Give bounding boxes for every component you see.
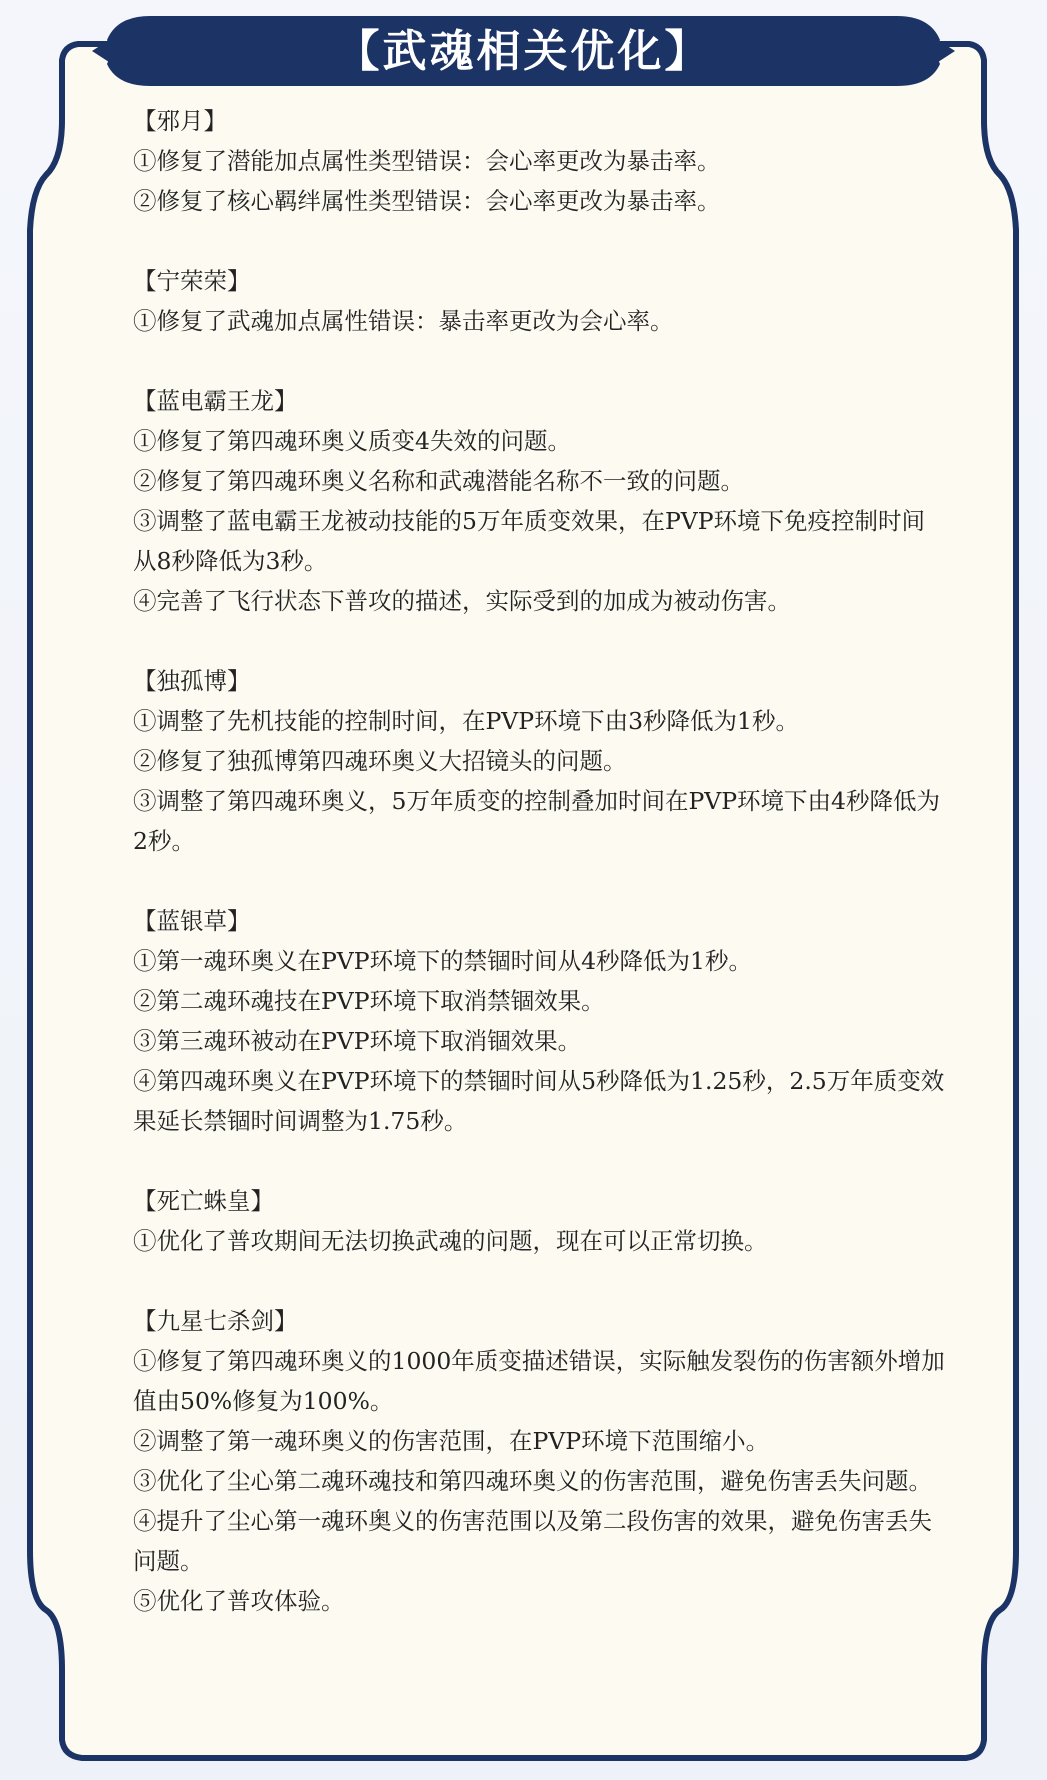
section-ningrongrong bbox=[133, 261, 948, 341]
list-item: ①修复了武魂加点属性错误：暴击率更改为会心率。 bbox=[133, 307, 674, 335]
list-item: ①修复了潜能加点属性类型错误：会心率更改为暴击率。 bbox=[133, 147, 721, 175]
section-title: 【邪月】 bbox=[133, 107, 227, 135]
section-lanyincao bbox=[133, 901, 948, 1141]
section-duguobo bbox=[133, 661, 948, 861]
patch-notes-content bbox=[133, 101, 948, 1661]
list-item: ④完善了飞行状态下普攻的描述，实际受到的加成为被动伤害。 bbox=[133, 587, 791, 615]
list-item: ②调整了第一魂环奥义的伤害范围，在PVP环境下范围缩小。 bbox=[133, 1427, 770, 1455]
section-title: 【蓝电霸王龙】 bbox=[133, 387, 298, 415]
section-xieyue bbox=[133, 101, 948, 221]
page-title: 【武魂相关优化】 bbox=[335, 26, 712, 77]
list-item: ③优化了尘心第二魂环魂技和第四魂环奥义的伤害范围，避免伤害丢失问题。 bbox=[133, 1467, 932, 1495]
list-item: ②修复了核心羁绊属性类型错误：会心率更改为暴击率。 bbox=[133, 187, 721, 215]
section-title: 【九星七杀剑】 bbox=[133, 1307, 298, 1335]
section-title: 【蓝银草】 bbox=[133, 907, 251, 935]
list-item: ①第一魂环奥义在PVP环境下的禁锢时间从4秒降低为1秒。 bbox=[133, 947, 752, 975]
list-item: ①修复了第四魂环奥义质变4失效的问题。 bbox=[133, 427, 571, 455]
section-title: 【独孤博】 bbox=[133, 667, 251, 695]
list-item: ②修复了独孤博第四魂环奥义大招镜头的问题。 bbox=[133, 747, 627, 775]
section-jiuxingqishajian bbox=[133, 1301, 948, 1621]
list-item: ③第三魂环被动在PVP环境下取消锢效果。 bbox=[133, 1027, 582, 1055]
section-title: 【死亡蛛皇】 bbox=[133, 1187, 274, 1215]
section-landianbawanglong bbox=[133, 381, 948, 621]
list-item: ③调整了第四魂环奥义，5万年质变的控制叠加时间在PVP环境下由4秒降低为2秒。 bbox=[133, 787, 940, 855]
list-item: ②第二魂环魂技在PVP环境下取消禁锢效果。 bbox=[133, 987, 605, 1015]
list-item: ①修复了第四魂环奥义的1000年质变描述错误，实际触发裂伤的伤害额外增加值由50%修复为100%。 bbox=[133, 1347, 945, 1415]
list-item: ④第四魂环奥义在PVP环境下的禁锢时间从5秒降低为1.25秒，2.5万年质变效果延长禁锢时间调整为1.75秒。 bbox=[133, 1067, 945, 1135]
list-item: ②修复了第四魂环奥义名称和武魂潜能名称不一致的问题。 bbox=[133, 467, 744, 495]
list-item: ⑤优化了普攻体验。 bbox=[133, 1587, 345, 1615]
section-title: 【宁荣荣】 bbox=[133, 267, 251, 295]
section-siwangzhuhuang bbox=[133, 1181, 948, 1261]
list-item: ③调整了蓝电霸王龙被动技能的5万年质变效果，在PVP环境下免疫控制时间从8秒降低为3秒。 bbox=[133, 507, 926, 575]
list-item: ①调整了先机技能的控制时间，在PVP环境下由3秒降低为1秒。 bbox=[133, 707, 799, 735]
list-item: ①优化了普攻期间无法切换武魂的问题，现在可以正常切换。 bbox=[133, 1227, 768, 1255]
list-item: ④提升了尘心第一魂环奥义的伤害范围以及第二段伤害的效果，避免伤害丢失问题。 bbox=[133, 1507, 932, 1575]
